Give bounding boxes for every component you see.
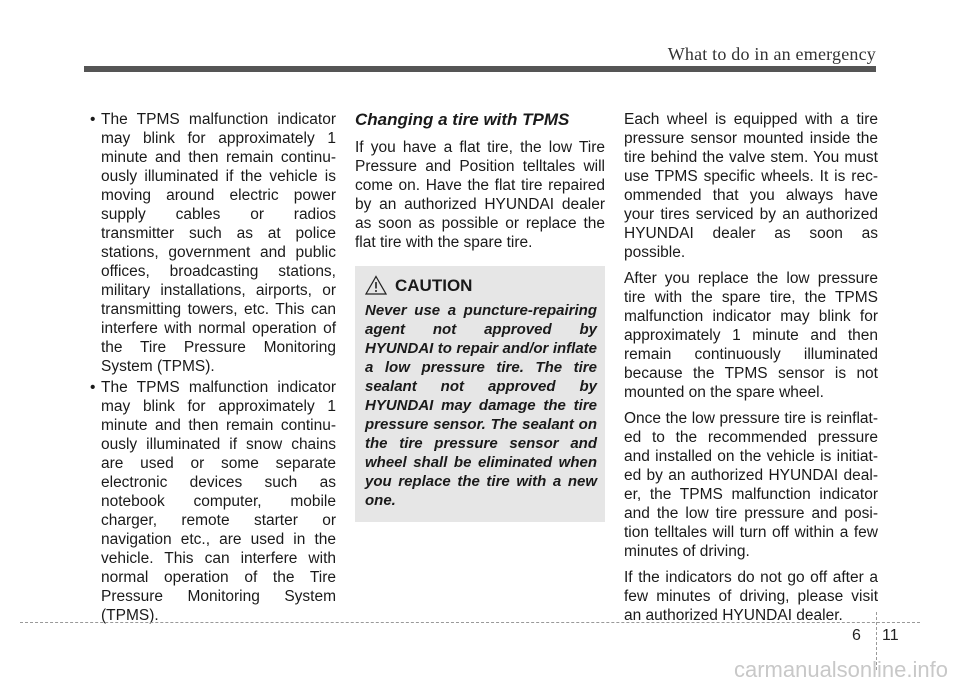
section-title: What to do in an emergency [667, 44, 876, 64]
list-item [90, 110, 336, 376]
bullet-text: The TPMS malfunction indicator may blink for approximately 1 minute and then remain continuously illuminated if snow chains are used or some separate electronic devices such as notebook computer, mobile charger, remote starter or navigation etc., are used in the vehicle. This can interfere with normal operation of the Tire Pressure Monitoring System (TPMS). [101, 379, 336, 624]
chapter-number: 6 [852, 627, 861, 644]
warning-triangle-icon [365, 275, 387, 295]
left-column [90, 110, 336, 627]
paragraph: After you replace the low pressure tire with the spare tire, the TPMS malfunction indicator may blink for approximately 1 minute and then remain continuously illuminated because the TPMS sensor is not mounted on the spare wheel. [624, 270, 878, 401]
caution-header [365, 275, 597, 295]
caution-box [355, 266, 605, 522]
caution-title: CAUTION [395, 275, 473, 295]
bullet-list [90, 110, 336, 625]
caution-text: Never use a puncture-repairing agent not approved by HYUNDAI to repair and/or inflate a low pressure tire. The tire sealant not approved by HYUNDAI may damage the tire pressure sensor. The sealant on the tire pressure sensor and wheel shall be eliminated when you replace the tire with a new one. [365, 302, 597, 509]
paragraph: Once the low pressure tire is reinflated to the recommended pressure and installed on the vehicle is initiated by an authorized HYUNDAI dealer, the TPMS malfunction indicator and the low tire pressure and position telltales will turn off within a few minutes of driving. [624, 410, 878, 560]
middle-column [355, 110, 605, 522]
list-item [90, 378, 336, 625]
section-heading: Changing a tire with TPMS [355, 110, 570, 129]
page-number: 11 [882, 627, 899, 644]
footer-rule [20, 622, 920, 623]
header-rule [84, 66, 876, 72]
paragraph: If the indicators do not go off after a few minutes of driving, please visit an authorized HYUNDAI dealer. [624, 569, 878, 624]
paragraph: Each wheel is equipped with a tire pressure sensor mounted inside the tire behind the valve stem. You must use TPMS specific wheels. It is recommended that you always have your tires serviced by an authorized HYUNDAI dealer as soon as possible. [624, 111, 878, 261]
bullet-text: The TPMS malfunction indicator may blink for approximately 1 minute and then remain continuously illuminated if the vehicle is moving around electric power supply cables or radios transmitter such as at police stations, government and public offices, broadcasting stations, military installations, airports, or transmitting towers, etc. This can interfere with normal operation of the Tire Pressure Monitoring System (TPMS). [101, 111, 336, 375]
bullet-icon: • [90, 111, 96, 128]
paragraph: If you have a flat tire, the low Tire Pressure and Position telltales will come on. Have the flat tire repaired by an authorized HYUNDAI dealer as soon as possible or replace the flat tire with the spare tire. [355, 139, 605, 251]
watermark: carmanualsonline.info [733, 657, 948, 682]
bullet-icon: • [90, 379, 96, 396]
right-column [624, 110, 878, 632]
